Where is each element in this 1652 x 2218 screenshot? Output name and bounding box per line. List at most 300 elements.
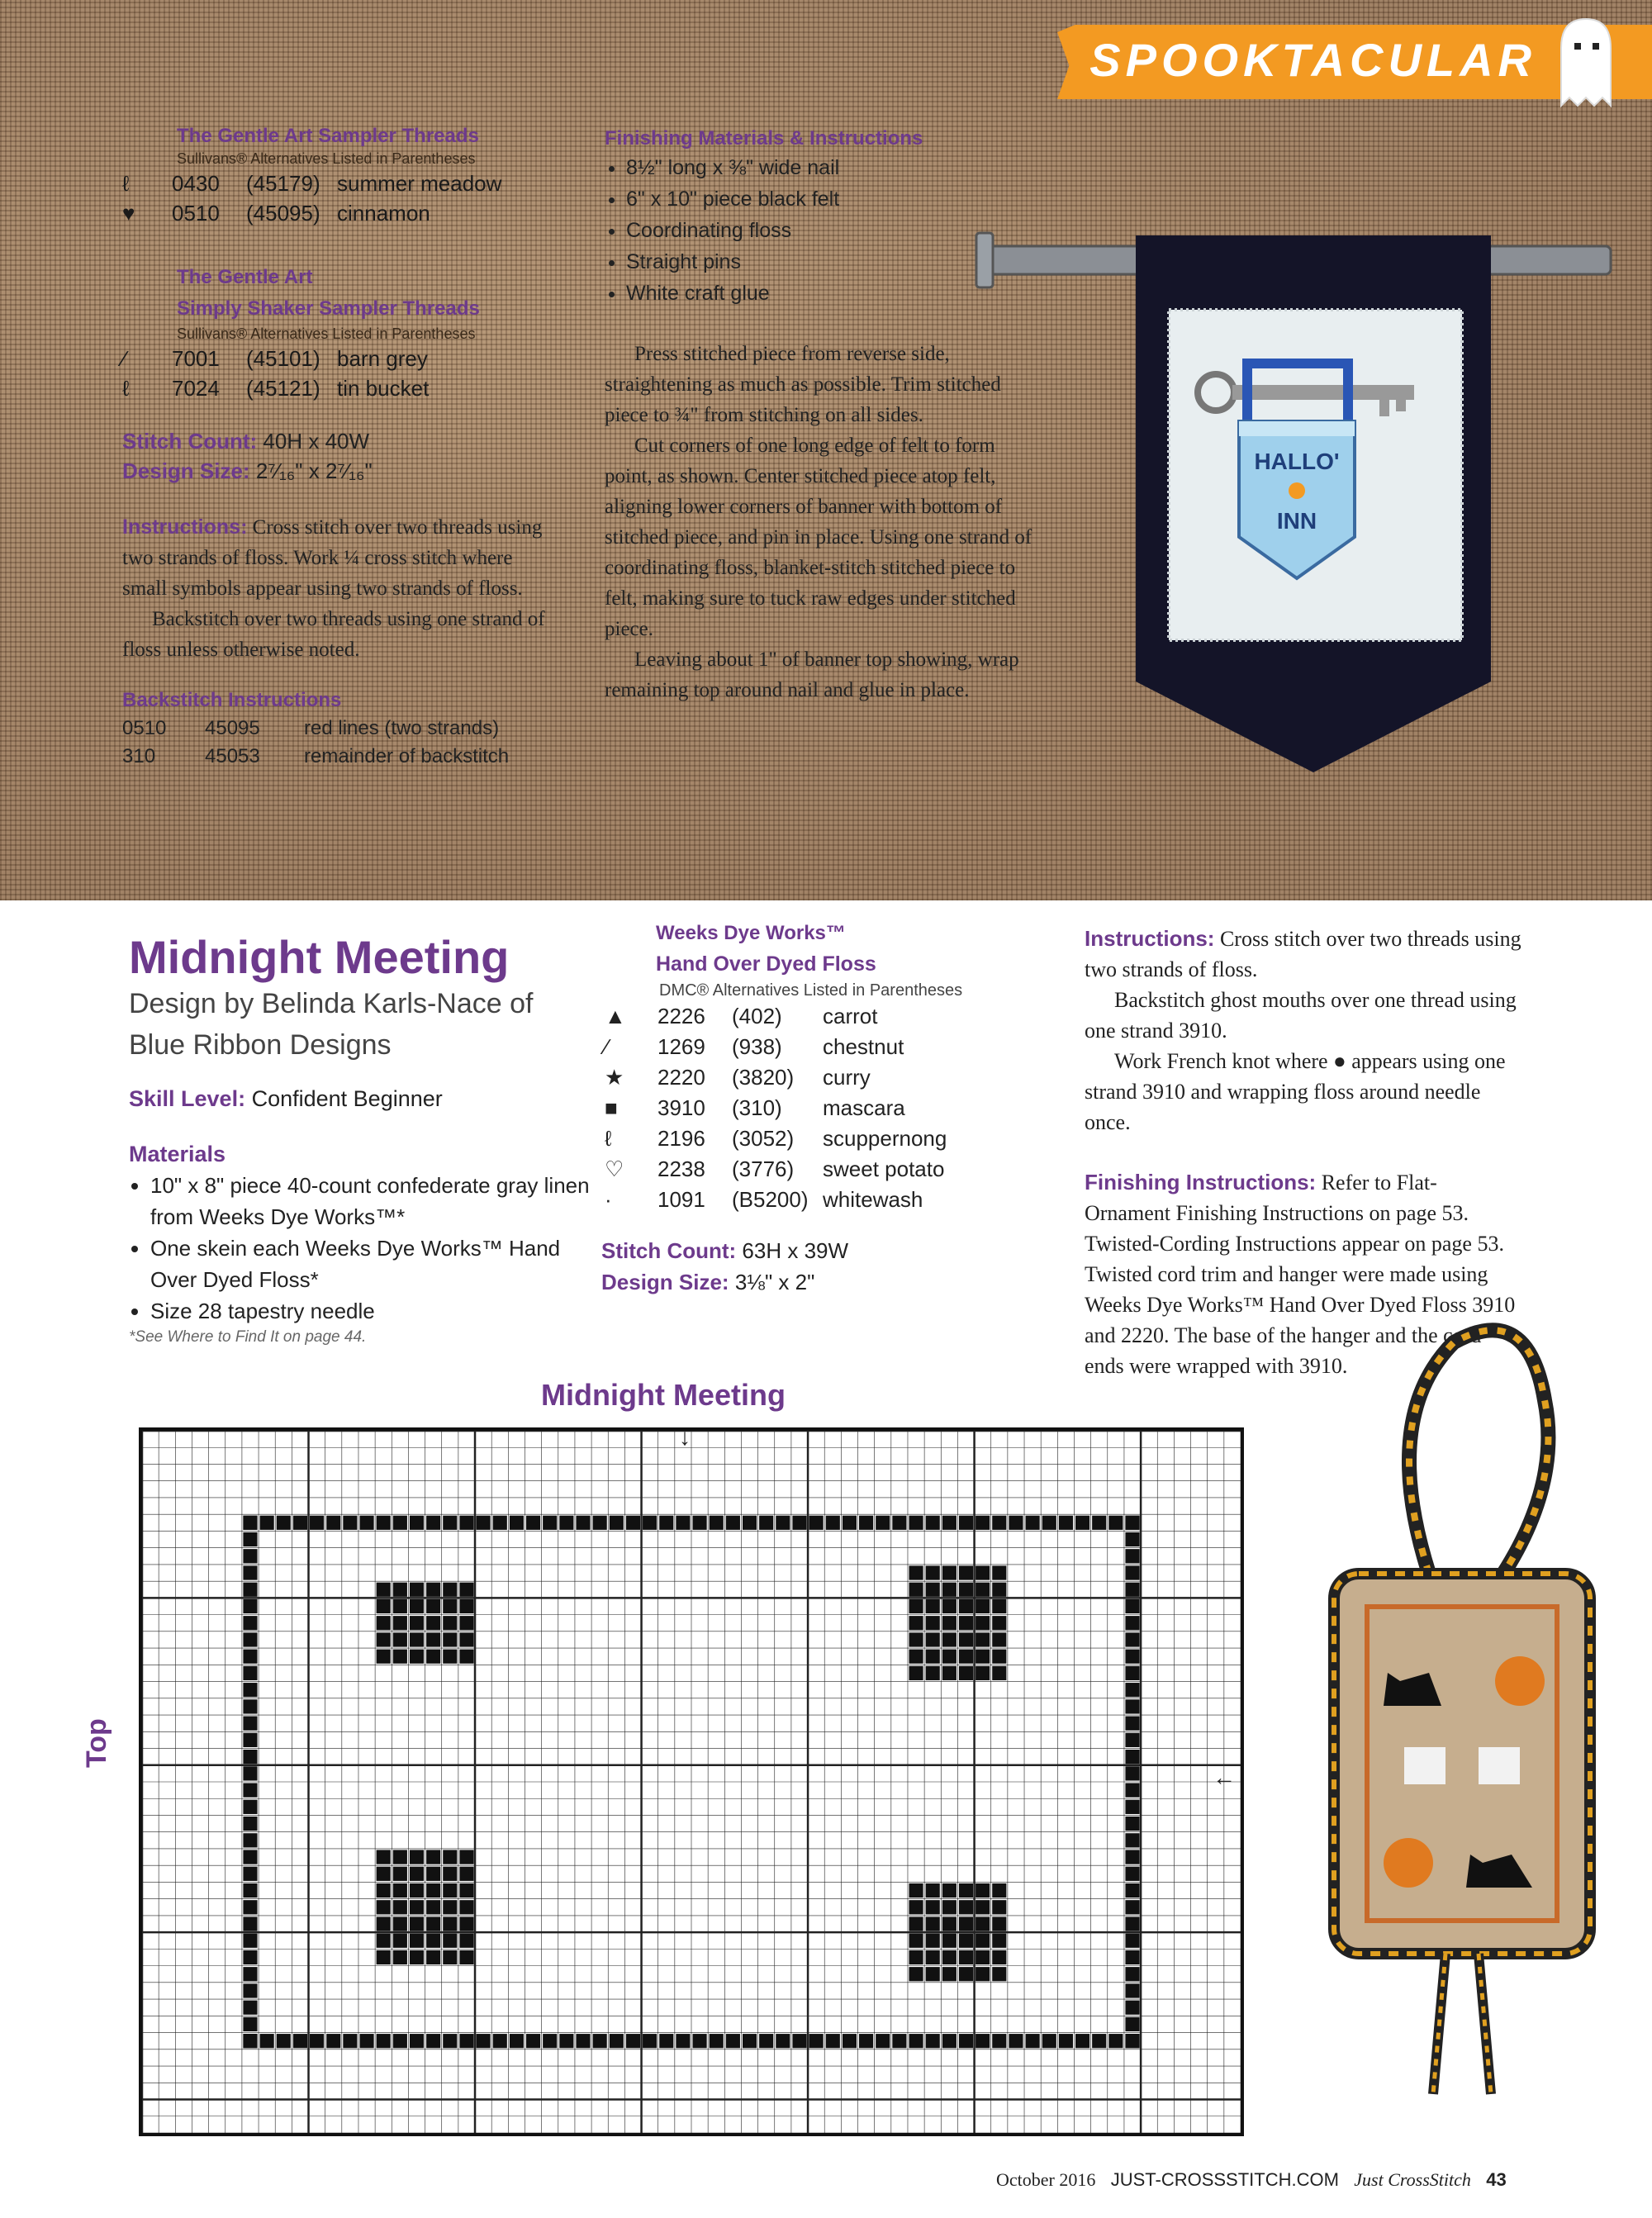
stitch-square	[1125, 1950, 1139, 1964]
stitch-square	[710, 2034, 724, 2048]
stitch-square	[543, 2034, 557, 2048]
stitch-square	[909, 1967, 923, 1981]
stitch-square	[377, 1900, 391, 1914]
list-item: • One skein each Weeks Dye Works™ Hand Over Dyed Floss*	[150, 1232, 596, 1295]
stitch-square	[726, 2034, 740, 2048]
stitch-square	[459, 1950, 473, 1964]
stitch-square	[942, 2034, 957, 2048]
stitch-square	[876, 2034, 890, 2048]
stitch-square	[626, 1516, 640, 1530]
stitch-square	[576, 2034, 590, 2048]
stitch-square	[1125, 1983, 1139, 1997]
stitch-square	[359, 1516, 373, 1530]
stitch-square	[992, 1616, 1006, 1630]
finishing-text: Refer to Flat-Ornament Finishing Instructions on page 53. Twisted-Cording Instructions appear on page 53. Twisted cord trim and hanger were made using Weeks Dye Works™ Hand Over Dyed Floss 3910 and 2220. The base of the hanger and the cord ends were wrapped with 3910.	[1085, 1171, 1516, 1378]
stitch-square	[1108, 1516, 1123, 1530]
sign-line2: INN	[1276, 508, 1317, 534]
stitch-square	[976, 1934, 990, 1948]
stitch-square	[243, 1783, 257, 1798]
stitch-square	[1125, 1683, 1139, 1697]
stitch-square	[426, 1850, 440, 1864]
stitch-square	[942, 1883, 957, 1897]
stitch-square	[459, 1632, 473, 1646]
chart-title: Midnight Meeting	[541, 1378, 786, 1412]
stitch-square	[410, 1883, 424, 1897]
stitch-square	[909, 1916, 923, 1931]
list-item: • Coordinating floss	[626, 215, 1042, 246]
stitch-square	[909, 1632, 923, 1646]
stitch-square	[377, 1934, 391, 1948]
thread-row: ∕ 7001 (45101) barn grey	[122, 346, 428, 371]
stitch-square	[926, 1516, 940, 1530]
finishing-label: Finishing Instructions:	[1085, 1170, 1317, 1194]
instructions-label: Instructions:	[1085, 926, 1215, 951]
stitch-square	[443, 1850, 457, 1864]
thread-row: ℓ 0430 (45179) summer meadow	[122, 171, 502, 196]
stitch-square	[992, 1883, 1006, 1897]
stitch-square	[243, 1916, 257, 1931]
stitch-square	[926, 2034, 940, 2048]
stitch-square	[992, 1632, 1006, 1646]
stitch-square	[426, 1867, 440, 1881]
stitch-square	[293, 2034, 307, 2048]
stitch-square	[1125, 1616, 1139, 1630]
stitch-square	[992, 1934, 1006, 1948]
stitch-square	[992, 1650, 1006, 1664]
stitch-square	[792, 2034, 806, 2048]
page-footer	[996, 2169, 1507, 2191]
stitch-square	[992, 1583, 1006, 1597]
stitch-square	[410, 1950, 424, 1964]
stitch-square	[1042, 1516, 1056, 1530]
stitch-square	[959, 1650, 973, 1664]
stitch-square	[1125, 2034, 1139, 2048]
stitch-square	[393, 1900, 407, 1914]
stitch-square	[1125, 1817, 1139, 1831]
subheading: DMC® Alternatives Listed in Parentheses	[659, 981, 963, 1000]
stitch-square	[426, 1516, 440, 1530]
footer-magazine: Just CrossStitch	[1354, 2169, 1471, 2190]
stitch-square	[1125, 1699, 1139, 1713]
stitch-square	[809, 2034, 824, 2048]
floss-legend	[601, 919, 1064, 1298]
stitch-square	[326, 2034, 340, 2048]
stitch-square	[243, 1616, 257, 1630]
heading: The Gentle Art Sampler Threads	[177, 125, 479, 147]
instructions-column	[1085, 924, 1531, 1381]
design-size-value: 2⁷⁄₁₆" x 2⁷⁄₁₆"	[255, 458, 373, 483]
stitch-square	[243, 1733, 257, 1747]
stitch-square	[477, 1516, 491, 1530]
footer-date: October 2016	[996, 2169, 1096, 2190]
instructions-text: Backstitch ghost mouths over one thread using one strand 3910.	[1085, 988, 1517, 1043]
byline: Blue Ribbon Designs	[129, 1029, 392, 1061]
instructions-text: Work French knot where ● appears using one strand 3910 and wrapping floss around needle once.	[1085, 1049, 1506, 1134]
backstitch-row: 310 45053 remainder of backstitch	[122, 745, 510, 767]
stitch-square	[426, 2034, 440, 2048]
stitch-square	[410, 1916, 424, 1931]
stitch-square	[443, 1934, 457, 1948]
stitch-square	[992, 1916, 1006, 1931]
stitch-square	[1125, 1867, 1139, 1881]
stitch-square	[976, 1516, 990, 1530]
floss-row: ★ 2220 (3820) curry	[605, 1065, 871, 1090]
stitch-square	[1125, 1750, 1139, 1764]
stitch-square	[426, 1650, 440, 1664]
instructions-text: Cross stitch over two threads using two strands of floss.	[1085, 927, 1521, 981]
stitch-square	[909, 1950, 923, 1964]
instructions-text: Cross stitch over two threads using two strands of floss. Work ¼ cross stitch where small symbols appear using two strands of floss.	[122, 516, 543, 600]
stitch-square	[926, 1967, 940, 1981]
stitch-square	[243, 1817, 257, 1831]
stitch-square	[426, 1900, 440, 1914]
stitch-square	[909, 1934, 923, 1948]
stitch-square	[959, 2034, 973, 2048]
stitch-square	[243, 2034, 257, 2048]
stitch-square	[293, 1516, 307, 1530]
stitch-square	[959, 1632, 973, 1646]
stitch-square	[426, 1916, 440, 1931]
stitch-square	[926, 1616, 940, 1630]
sampler-threads-section	[122, 124, 568, 771]
stitch-square	[926, 1650, 940, 1664]
stitch-square	[459, 1916, 473, 1931]
stitch-square	[1125, 1516, 1139, 1530]
cross-stitch-chart	[139, 1427, 1244, 2136]
list-item: • White craft glue	[626, 278, 1042, 309]
stitch-square	[443, 1867, 457, 1881]
stitch-square	[510, 1516, 524, 1530]
stitch-square	[477, 2034, 491, 2048]
stitch-square	[1009, 1516, 1023, 1530]
stitch-square	[426, 1583, 440, 1597]
stitch-square	[260, 2034, 274, 2048]
grid-lines	[142, 1431, 1241, 2133]
stitch-square	[909, 1583, 923, 1597]
stitch-square	[493, 2034, 507, 2048]
materials-note: *See Where to Find It on page 44.	[129, 1328, 367, 1346]
stitch-square	[776, 1516, 790, 1530]
paragraph: Press stitched piece from reverse side, straightening as much as possible. Trim stitched piece to ¾" from stitching on all sides.	[605, 343, 1001, 426]
ornament-photo	[1297, 1318, 1644, 2144]
stitch-square	[410, 1934, 424, 1948]
stitch-square	[443, 1950, 457, 1964]
page-title: Midnight Meeting	[129, 931, 510, 983]
stitch-square	[243, 1800, 257, 1814]
stitch-square	[443, 1516, 457, 1530]
stitch-square	[909, 1900, 923, 1914]
stitch-square	[377, 1883, 391, 1897]
stitch-square	[526, 2034, 540, 2048]
list-item: • 8½" long x ⅜" wide nail	[626, 152, 1042, 183]
stitch-square	[393, 1950, 407, 1964]
stitch-square	[1092, 1516, 1106, 1530]
stitch-square	[377, 1632, 391, 1646]
stitch-square	[443, 1583, 457, 1597]
stitch-square	[310, 1516, 324, 1530]
stitch-square	[243, 1867, 257, 1881]
stitch-square	[759, 2034, 773, 2048]
stitch-square	[1059, 2034, 1073, 2048]
stitch-square	[243, 1900, 257, 1914]
stitch-square	[459, 1883, 473, 1897]
stitch-square	[243, 1666, 257, 1680]
floss-row: · 1091 (B5200) whitewash	[605, 1187, 923, 1212]
stitch-square	[1125, 1632, 1139, 1646]
floss-row: ▲ 2226 (402) carrot	[605, 1004, 878, 1028]
stitch-square	[843, 1516, 857, 1530]
paragraph: Leaving about 1" of banner top showing, wrap remaining top around nail and glue in place.	[605, 648, 1019, 701]
stitch-square	[1042, 2034, 1056, 2048]
stitch-square	[243, 1632, 257, 1646]
stitch-square	[426, 1950, 440, 1964]
stitch-square	[377, 1616, 391, 1630]
stitch-square	[743, 1516, 757, 1530]
stitch-square	[1125, 1650, 1139, 1664]
stitch-square	[1125, 1583, 1139, 1597]
stitch-square	[393, 1867, 407, 1881]
stitch-square	[260, 1516, 274, 1530]
stitch-square	[959, 1565, 973, 1579]
stitch-square	[243, 1516, 257, 1530]
stitch-square	[243, 1750, 257, 1764]
stitch-square	[1125, 1717, 1139, 1731]
stitch-square	[443, 2034, 457, 2048]
stitch-square	[859, 1516, 873, 1530]
stitch-square	[526, 1516, 540, 1530]
stitch-square	[876, 1516, 890, 1530]
stitch-square	[776, 2034, 790, 2048]
stitch-square	[243, 1717, 257, 1731]
stitch-square	[959, 1934, 973, 1948]
stitch-square	[443, 1616, 457, 1630]
list-item: • Straight pins	[626, 246, 1042, 278]
stitch-square	[976, 1900, 990, 1914]
stitch-square	[410, 1583, 424, 1597]
stitch-square	[959, 1666, 973, 1680]
stitch-square	[843, 2034, 857, 2048]
stitch-square	[559, 1516, 573, 1530]
stitch-square	[659, 1516, 673, 1530]
design-size-value: 3⅛" x 2"	[734, 1270, 815, 1294]
stitch-square	[909, 1666, 923, 1680]
stitch-square	[859, 2034, 873, 2048]
stitch-square	[459, 1867, 473, 1881]
stitch-square	[909, 1599, 923, 1613]
stitch-square	[992, 1900, 1006, 1914]
stitch-square	[959, 1883, 973, 1897]
floss-row: ♡ 2238 (3776) sweet potato	[605, 1156, 945, 1181]
stitch-square	[243, 1650, 257, 1664]
stitch-square	[426, 1934, 440, 1948]
stitch-square	[377, 1950, 391, 1964]
stitch-square	[410, 1900, 424, 1914]
stitch-square	[959, 1583, 973, 1597]
stitch-square	[942, 1900, 957, 1914]
stitch-square	[426, 1632, 440, 1646]
stitch-square	[826, 1516, 840, 1530]
stitch-square	[926, 1934, 940, 1948]
stitch-square	[976, 1583, 990, 1597]
stitch-square	[593, 2034, 607, 2048]
stitch-square	[759, 1516, 773, 1530]
thread-row: ℓ 7024 (45121) tin bucket	[122, 376, 430, 401]
backstitch-row: 0510 45095 red lines (two strands)	[122, 717, 500, 739]
stitch-square	[976, 1616, 990, 1630]
stitch-square	[992, 1565, 1006, 1579]
stitch-square	[942, 1934, 957, 1948]
stitch-square	[1075, 1516, 1089, 1530]
stitch-square	[559, 2034, 573, 2048]
floss-row: ∕ 1269 (938) chestnut	[605, 1034, 904, 1059]
stitch-square	[976, 2034, 990, 2048]
stitch-square	[1125, 1783, 1139, 1798]
stitch-square	[243, 1583, 257, 1597]
stitch-square	[809, 1516, 824, 1530]
stitch-square	[942, 1632, 957, 1646]
stitch-square	[1108, 2034, 1123, 2048]
stitch-square	[926, 1565, 940, 1579]
stitch-square	[926, 1632, 940, 1646]
center-arrow-side-icon: ←	[1213, 1764, 1236, 1790]
stitch-square	[243, 1766, 257, 1780]
stitch-square	[942, 1565, 957, 1579]
thread-row: ♥ 0510 (45095) cinnamon	[122, 201, 430, 226]
heading: The Gentle Art	[177, 266, 313, 288]
stitch-count-value: 63H x 39W	[742, 1238, 849, 1263]
stitch-square	[1125, 1565, 1139, 1579]
stitch-square	[942, 1916, 957, 1931]
instructions-text: Backstitch over two threads using one strand of floss unless otherwise noted.	[122, 608, 545, 661]
stitch-square	[992, 1666, 1006, 1680]
stitch-square	[959, 1616, 973, 1630]
stitch-square	[909, 1565, 923, 1579]
stitch-square	[393, 1516, 407, 1530]
stitch-square	[1125, 1666, 1139, 1680]
stitch-square	[1125, 1549, 1139, 1563]
stitch-square	[909, 1616, 923, 1630]
stitch-square	[1125, 1532, 1139, 1546]
stitch-square	[243, 1565, 257, 1579]
stitch-square	[909, 1650, 923, 1664]
stitch-square	[377, 2034, 391, 2048]
stitch-square	[459, 2034, 473, 2048]
stitch-square	[443, 1883, 457, 1897]
stitch-square	[976, 1650, 990, 1664]
stitch-square	[393, 1616, 407, 1630]
stitch-count-value: 40H x 40W	[263, 429, 370, 454]
stitch-square	[410, 1650, 424, 1664]
stitch-square	[976, 1565, 990, 1579]
stitch-square	[377, 1867, 391, 1881]
stitch-square	[1026, 1516, 1040, 1530]
stitch-square	[693, 1516, 707, 1530]
stitch-square	[959, 1599, 973, 1613]
footer-site: JUST-CROSSSTITCH.COM	[1110, 2169, 1339, 2190]
stitch-square	[1125, 1967, 1139, 1981]
stitch-square	[676, 2034, 690, 2048]
stitch-square	[992, 1516, 1006, 1530]
stitch-square	[959, 1950, 973, 1964]
stitch-square	[959, 1516, 973, 1530]
stitch-square	[243, 1549, 257, 1563]
stitch-square	[942, 1967, 957, 1981]
stitch-square	[976, 1632, 990, 1646]
stitch-square	[926, 1900, 940, 1914]
stitch-square	[926, 1583, 940, 1597]
stitch-square	[459, 1599, 473, 1613]
stitch-square	[410, 1516, 424, 1530]
stitch-square	[277, 2034, 291, 2048]
stitch-square	[243, 1883, 257, 1897]
stitch-square	[1125, 1934, 1139, 1948]
banner-photo	[966, 223, 1627, 785]
stitch-square	[959, 1916, 973, 1931]
stitch-square	[942, 1950, 957, 1964]
stitch-square	[926, 1883, 940, 1897]
stitch-square	[459, 1900, 473, 1914]
sign-line1: HALLO'	[1254, 449, 1340, 474]
stitch-square	[410, 1599, 424, 1613]
stitch-square	[443, 1650, 457, 1664]
stitch-square	[942, 1650, 957, 1664]
center-arrow-top-icon: ↓	[679, 1424, 691, 1450]
heading: Simply Shaker Sampler Threads	[177, 297, 480, 320]
stitch-square	[726, 1516, 740, 1530]
stitch-square	[926, 1916, 940, 1931]
stitch-square	[992, 1950, 1006, 1964]
stitch-square	[459, 1934, 473, 1948]
page-number: 43	[1486, 2169, 1507, 2190]
stitch-square	[659, 2034, 673, 2048]
stitch-square	[393, 1632, 407, 1646]
stitch-count-label: Stitch Count:	[601, 1238, 737, 1263]
stitch-square	[1125, 1800, 1139, 1814]
stitch-square	[459, 1850, 473, 1864]
stitch-square	[410, 1850, 424, 1864]
stitch-square	[643, 1516, 657, 1530]
heading: Finishing Materials & Instructions	[605, 127, 923, 150]
stitch-square	[426, 1599, 440, 1613]
stitch-square	[610, 1516, 624, 1530]
stitch-square	[443, 1900, 457, 1914]
stitch-count-label: Stitch Count:	[122, 429, 258, 454]
stitch-square	[243, 1699, 257, 1713]
stitch-square	[543, 1516, 557, 1530]
stitch-square	[1092, 2034, 1106, 2048]
stitch-square	[410, 1632, 424, 1646]
stitch-square	[942, 1616, 957, 1630]
stitch-square	[743, 2034, 757, 2048]
paragraph: Cut corners of one long edge of felt to form point, as shown. Center stitched piece atop felt, aligning lower corners of banner with bottom of stitched piece, and pin in place. Using one strand of coordinating floss, blanket-stitch stitched piece to felt, making sure to tuck raw edges under stitched piece.	[605, 435, 1032, 640]
stitch-square	[992, 1967, 1006, 1981]
stitch-square	[909, 1883, 923, 1897]
stitch-square	[443, 1599, 457, 1613]
stitch-square	[976, 1916, 990, 1931]
stitch-square	[976, 1967, 990, 1981]
chart-grid	[142, 1431, 1241, 2133]
stitch-square	[443, 1916, 457, 1931]
stitch-square	[710, 1516, 724, 1530]
stitch-square	[243, 1950, 257, 1964]
stitch-square	[377, 1583, 391, 1597]
stitch-square	[410, 2034, 424, 2048]
backstitch-heading: Backstitch Instructions	[122, 689, 342, 711]
stitch-square	[976, 1950, 990, 1964]
stitch-square	[377, 1916, 391, 1931]
stitch-square	[643, 2034, 657, 2048]
stitch-square	[243, 2001, 257, 2015]
